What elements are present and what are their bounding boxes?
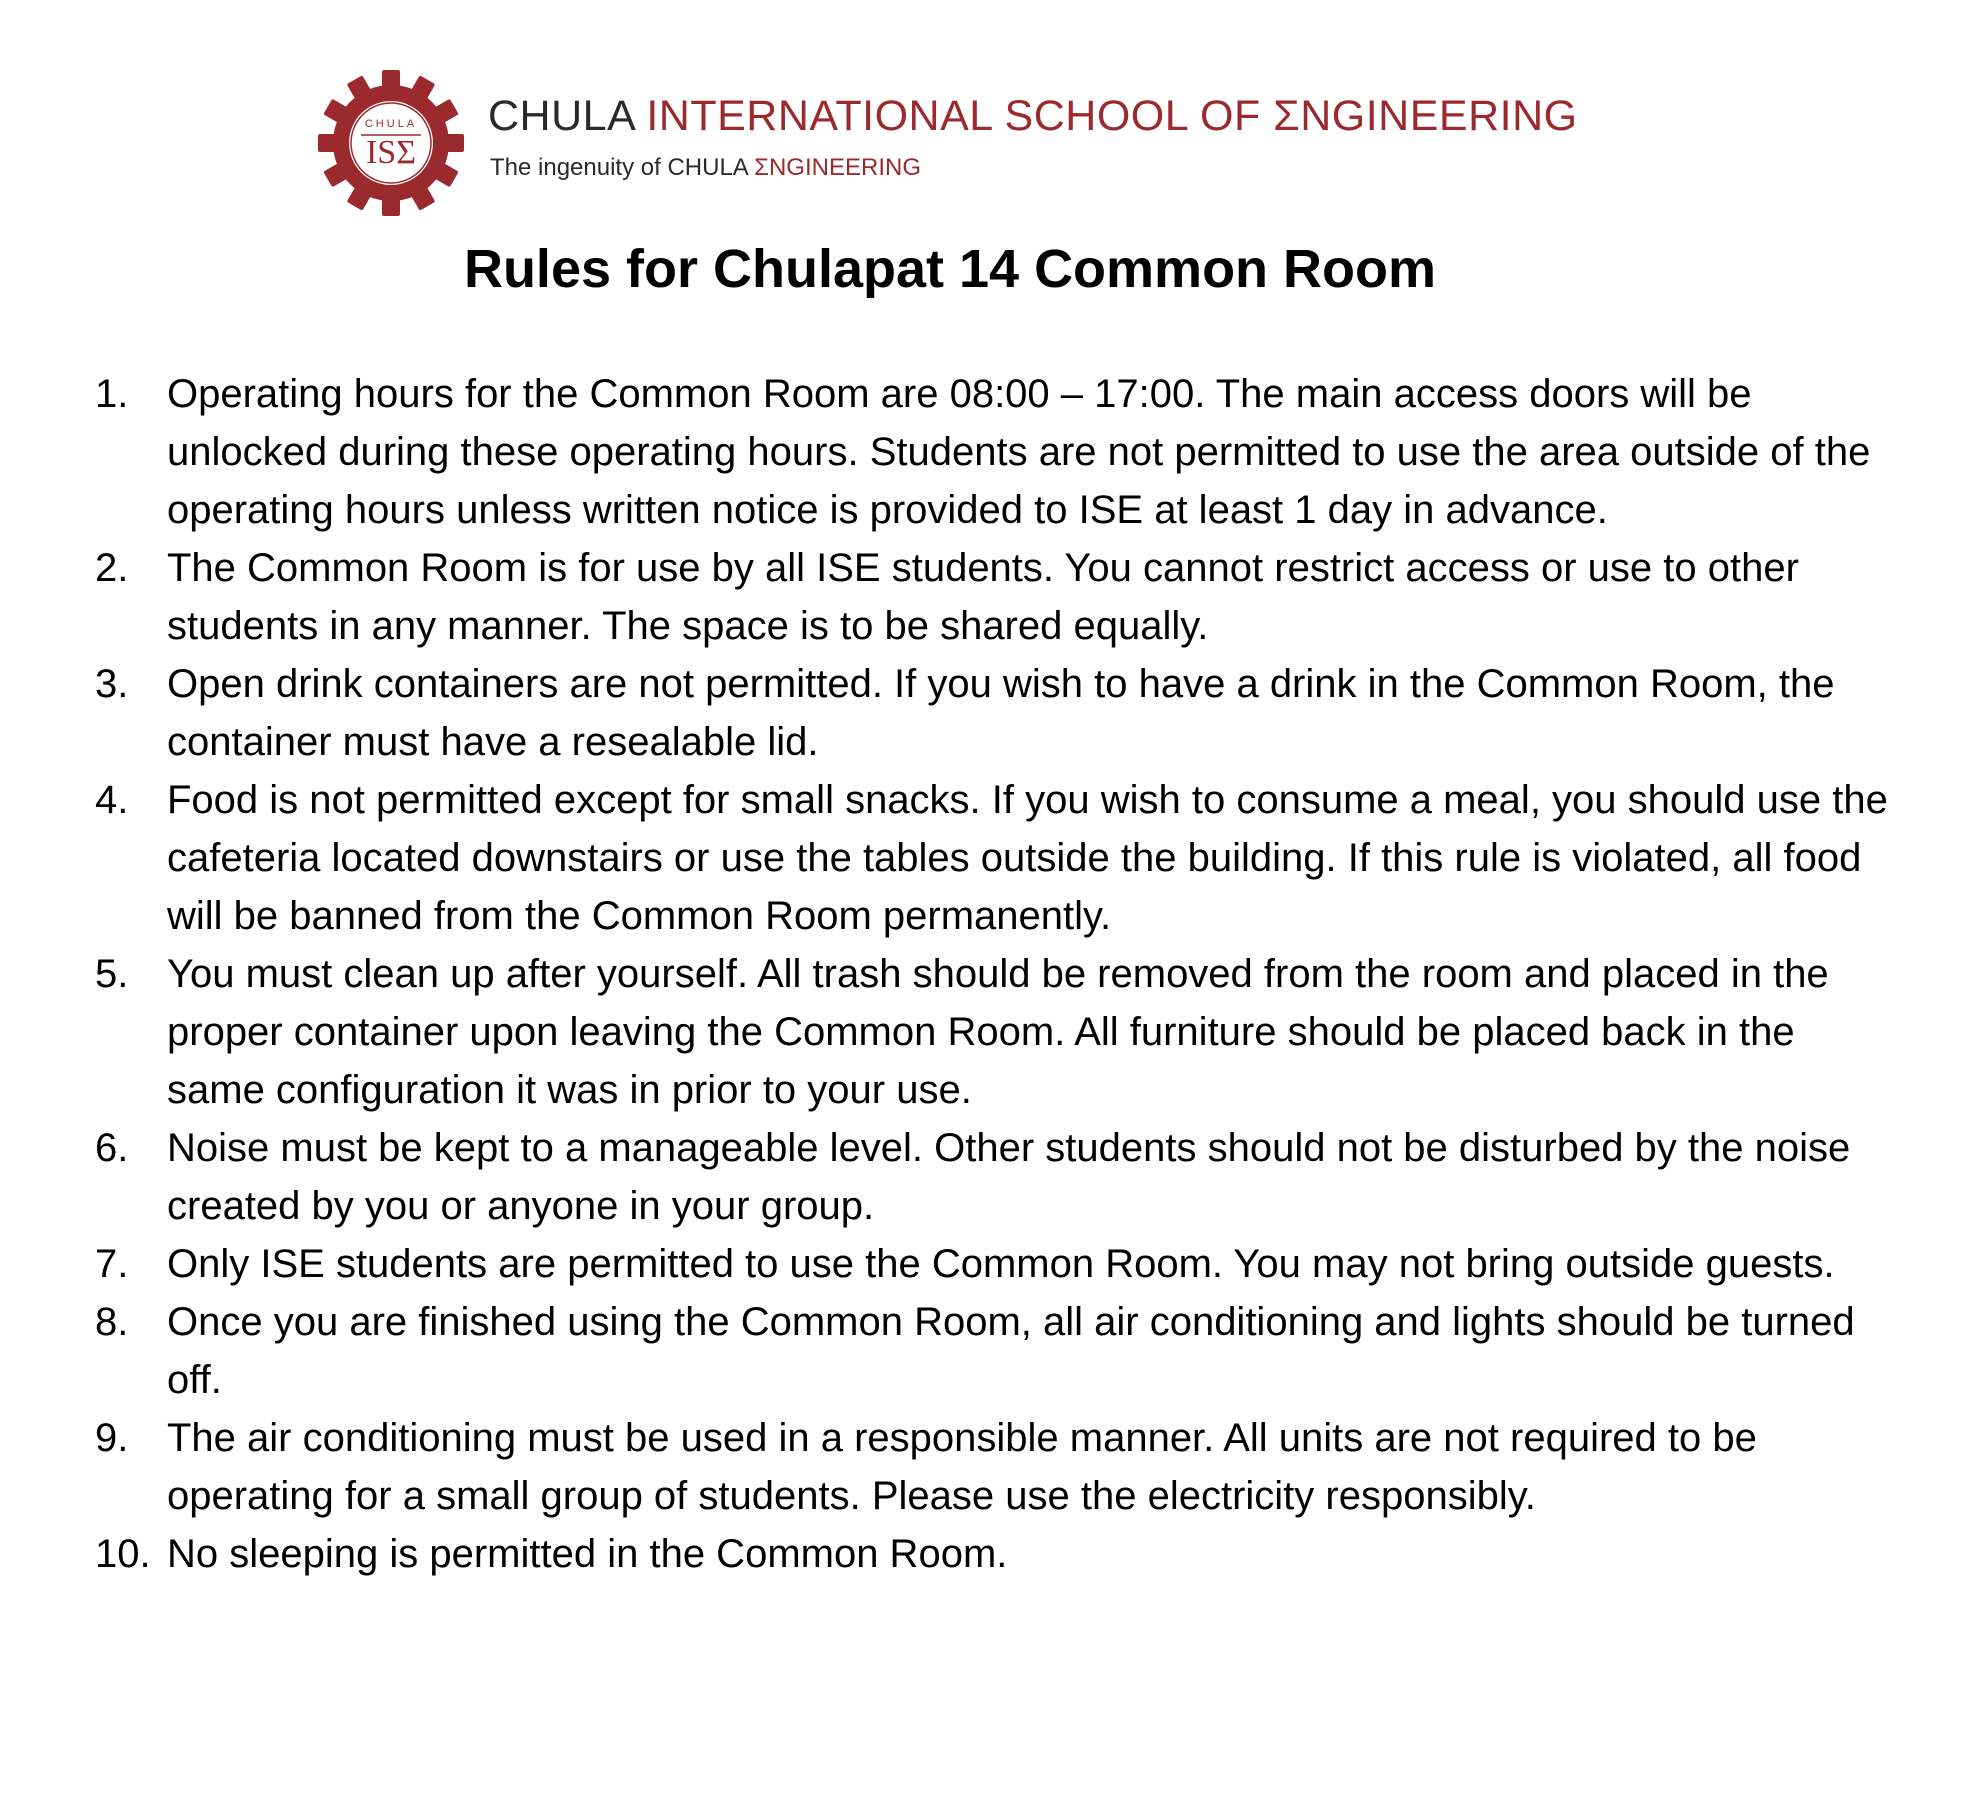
ise-logo xyxy=(318,70,464,216)
rule-number: 1. xyxy=(95,372,129,416)
page-title: Rules for Chulapat 14 Common Room xyxy=(463,239,1437,299)
rule-number: 10. xyxy=(95,1532,151,1576)
rule-item xyxy=(95,771,1895,945)
tagline-highlight: ΣNGINEERING xyxy=(754,154,921,181)
rule-item xyxy=(95,539,1895,655)
rule-item xyxy=(95,1409,1895,1525)
rule-number: 7. xyxy=(95,1242,129,1286)
rule-text: Operating hours for the Common Room are 08:00 – 17:00. The main access doors will be unlocked during these operating hours. Students are not permitted to use the area outside of the operating hours unless written notice is provided to ISE at least 1 day in advance. xyxy=(167,372,1871,532)
rules-list xyxy=(95,365,1895,1583)
school-name xyxy=(488,92,1578,141)
rule-text: Open drink containers are not permitted. If you wish to have a drink in the Common Room, the container must have a resealable lid. xyxy=(167,662,1835,764)
brand-name: INTERNATIONAL SCHOOL OF ΣNGINEERING xyxy=(646,92,1578,140)
header xyxy=(318,70,1658,220)
rule-text: Food is not permitted except for small snacks. If you wish to consume a meal, you should use the cafeteria located downstairs or use the tables outside the building. If this rule is violated, all food will be banned from the Common Room permanently. xyxy=(167,778,1888,938)
rule-number: 9. xyxy=(95,1416,129,1460)
rule-text: The air conditioning must be used in a responsible manner. All units are not required to be operating for a small group of students. Please use the electricity responsibly. xyxy=(167,1416,1757,1518)
rule-number: 4. xyxy=(95,778,129,822)
rule-number: 6. xyxy=(95,1126,129,1170)
rule-text: The Common Room is for use by all ISE students. You cannot restrict access or use to other students in any manner. The space is to be shared equally. xyxy=(167,546,1799,648)
rule-item xyxy=(95,1525,1895,1583)
rule-item xyxy=(95,1235,1895,1293)
rule-text: Once you are finished using the Common Room, all air conditioning and lights should be turned off. xyxy=(167,1300,1855,1402)
rule-text: No sleeping is permitted in the Common Room. xyxy=(167,1532,1008,1576)
rule-text: Noise must be kept to a manageable level. Other students should not be disturbed by the noise created by you or anyone in your group. xyxy=(167,1126,1851,1228)
rule-item xyxy=(95,365,1895,539)
rule-text: You must clean up after yourself. All trash should be removed from the room and placed in the proper container upon leaving the Common Room. All furniture should be placed back in the same configuration it was in prior to your use. xyxy=(167,952,1829,1112)
svg-text:CHULA: CHULA xyxy=(364,118,418,130)
rule-text: Only ISE students are permitted to use the Common Room. You may not bring outside guests. xyxy=(167,1242,1835,1286)
rule-item xyxy=(95,1293,1895,1409)
rule-number: 8. xyxy=(95,1300,129,1344)
rule-item xyxy=(95,655,1895,771)
rule-number: 5. xyxy=(95,952,129,996)
tagline-prefix: The ingenuity of CHULA xyxy=(490,154,755,181)
rule-item xyxy=(95,1119,1895,1235)
rule-number: 3. xyxy=(95,662,129,706)
tagline xyxy=(490,154,921,182)
rule-number: 2. xyxy=(95,546,129,590)
rule-item xyxy=(95,945,1895,1119)
brand-prefix: CHULA xyxy=(488,92,647,140)
svg-text:ISΣ: ISΣ xyxy=(365,134,417,171)
